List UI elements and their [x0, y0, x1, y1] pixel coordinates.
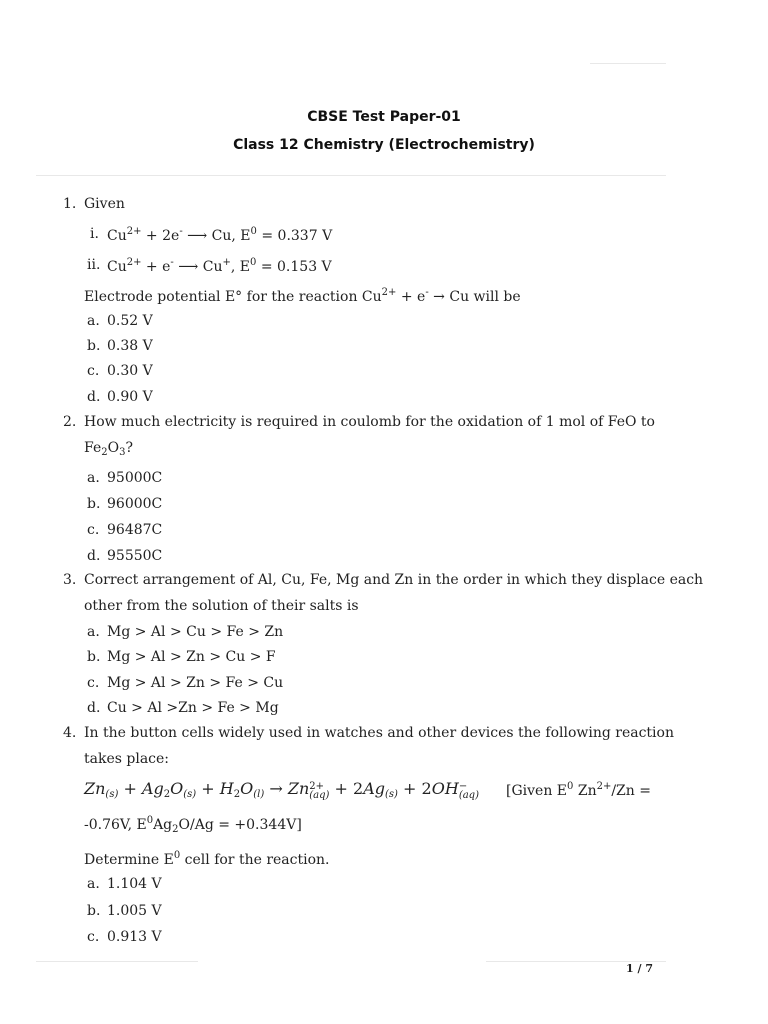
- question-3-number: 3.: [63, 572, 77, 588]
- option-text: 1.005 V: [107, 903, 162, 919]
- option-label: b.: [87, 903, 101, 919]
- question-4-number: 4.: [63, 725, 77, 741]
- option-label: c.: [87, 363, 100, 379]
- question-4-given-tail: [Given $E^0$ $Zn^{2+}/Zn$ =: [506, 781, 651, 799]
- option-text: 95550C: [107, 548, 163, 564]
- option-label: d.: [87, 389, 101, 405]
- option-text: Cu > Al >Zn > Fe > Mg: [107, 700, 279, 716]
- question-4-prompt: Determine $E^0$ cell for the reaction.: [84, 850, 330, 868]
- page-number: 1 / 7: [626, 962, 653, 975]
- option-text: 96000C: [107, 496, 163, 512]
- question-4-line-2: takes place:: [84, 751, 170, 767]
- option-text: 0.38 V: [107, 338, 153, 354]
- question-4-line-1: In the button cells widely used in watches and other devices the following reaction: [84, 725, 674, 741]
- option-label: a.: [87, 313, 100, 329]
- option-label: a.: [87, 470, 100, 486]
- option-text: 0.52 V: [107, 313, 153, 329]
- option-label: b.: [87, 338, 101, 354]
- question-3-line-1: Correct arrangement of Al, Cu, Fe, Mg and Zn in the order in which they displace each: [84, 572, 704, 588]
- question-2-number: 2.: [63, 414, 77, 430]
- question-3-line-2: other from the solution of their salts is: [84, 598, 359, 614]
- option-label: b.: [87, 649, 101, 665]
- option-label: c.: [87, 675, 100, 691]
- option-text: 95000C: [107, 470, 163, 486]
- question-4-line-3: -0.76V, $E^0Ag_2O/Ag = +0.344V$]: [84, 815, 302, 835]
- option-label: d.: [87, 700, 101, 716]
- given-ii-label: ii.: [87, 257, 101, 273]
- option-text: Mg > Al > Zn > Cu > F: [107, 649, 276, 665]
- option-text: 96487C: [107, 522, 163, 538]
- option-text: 1.104 V: [107, 876, 162, 892]
- option-label: d.: [87, 548, 101, 564]
- given-ii-equation: $Cu^{2+} + e^-$ ⟶ Cu+, $E^0 = 0.153$ V: [107, 257, 332, 275]
- question-2-line-2: $Fe_2O_3$?: [84, 440, 133, 458]
- option-label: b.: [87, 496, 101, 512]
- question-1-text: Given: [84, 196, 125, 212]
- question-1-prompt: Electrode potential E° for the reaction $Cu^{2+} + e^- \to Cu$ will be: [84, 287, 521, 305]
- option-label: c.: [87, 929, 100, 945]
- paper-title: CBSE Test Paper-01: [307, 109, 461, 125]
- paper-subtitle: Class 12 Chemistry (Electrochemistry): [233, 137, 535, 153]
- option-text: 0.30 V: [107, 363, 153, 379]
- option-text: Mg > Al > Zn > Fe > Cu: [107, 675, 284, 691]
- option-label: c.: [87, 522, 100, 538]
- question-2-line-1: How much electricity is required in coulomb for the oxidation of 1 mol of FeO to: [84, 414, 655, 430]
- option-text: 0.913 V: [107, 929, 162, 945]
- option-text: 0.90 V: [107, 389, 153, 405]
- footer-rule-left: [36, 961, 198, 962]
- given-i-label: i.: [90, 226, 99, 242]
- option-label: a.: [87, 876, 100, 892]
- top-right-rule: [590, 63, 666, 64]
- question-1-number: 1.: [63, 196, 77, 212]
- given-i-equation: $Cu^{2+} + 2e^-$ ⟶ Cu, $E^0 = 0.337$ V: [107, 226, 333, 244]
- option-text: Mg > Al > Cu > Fe > Zn: [107, 624, 284, 640]
- header-divider: [36, 175, 666, 176]
- option-label: a.: [87, 624, 100, 640]
- reaction-equation: $Zn_{(s)} + Ag_2O_{(s)} + H_2O_{(l)} \to Zn$ 2+ (aq) + $2Ag_{(s)} + 2OH$ − (aq): [84, 779, 479, 801]
